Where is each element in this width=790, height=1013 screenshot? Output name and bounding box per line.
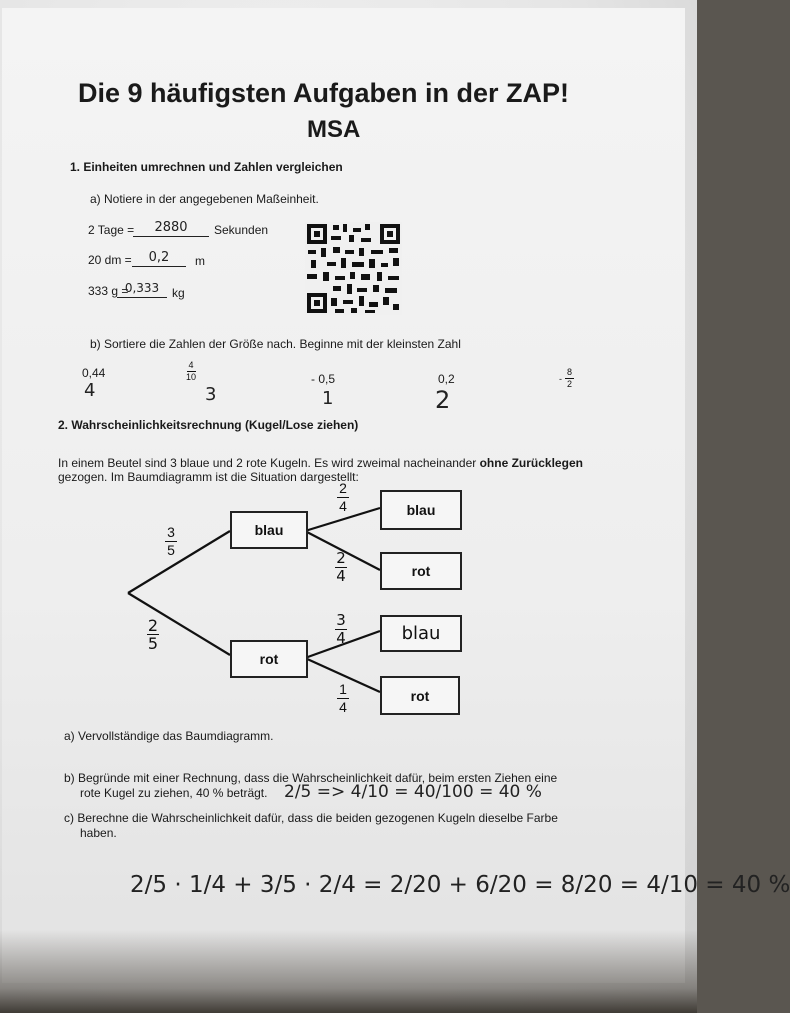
prob-second-rot-1: 2 4	[336, 549, 346, 585]
page-subtitle: MSA	[307, 116, 361, 143]
tree-node-second-blau-2: blau	[380, 615, 462, 652]
rank-4: 2	[435, 386, 451, 414]
task2c-answer: 2/5 · 1/4 + 3/5 · 2/4 = 2/20 + 6/20 = 8/20 = 4/10 = 40 %	[130, 872, 790, 898]
number-1: 0,44	[82, 366, 106, 380]
tree-node-second-blau-1: blau	[380, 490, 462, 530]
row3-left: 333 g =	[88, 284, 129, 298]
task2c-line2: haben.	[80, 826, 117, 840]
task2-text-line2: gezogen. Im Baumdiagramm ist die Situation dargestellt:	[58, 470, 359, 484]
row1-unit: Sekunden	[214, 223, 269, 237]
task2a-instruction: a) Vervollständige das Baumdiagramm.	[64, 729, 274, 743]
task1b-instruction: b) Sortiere die Zahlen der Größe nach. Beginne mit der kleinsten Zahl	[90, 337, 461, 351]
task1a-instruction: a) Notiere in der angegebenen Maßeinheit.	[90, 192, 319, 206]
row3-answer: 0,333	[117, 281, 167, 298]
task2-heading: 2. Wahrscheinlichkeitsrechnung (Kugel/Lose ziehen)	[58, 418, 359, 432]
rank-2: 3	[205, 384, 217, 405]
prob-second-rot-2: 1 4	[337, 682, 349, 715]
number-5-fraction: 8 2	[566, 367, 572, 389]
tree-node-first-rot: rot	[230, 640, 308, 678]
task2-text-line1: In einem Beutel sind 3 blaue und 2 rote Kugeln. Es wird zweimal nacheinander ohne Zurücklegen	[58, 456, 583, 470]
rank-1: 4	[84, 380, 96, 401]
task1-heading: 1. Einheiten umrechnen und Zahlen vergleichen	[70, 160, 343, 174]
tree-node-second-rot-1: rot	[380, 552, 462, 590]
prob-first-rot: 2 5	[147, 616, 159, 653]
row2-left: 20 dm =	[88, 253, 132, 267]
tree-node-first-blau: blau	[230, 511, 308, 549]
row1-answer: 2880	[133, 220, 209, 237]
tree-node-second-rot-2: rot	[380, 676, 460, 715]
rank-3: 1	[322, 388, 334, 409]
number-4: 0,2	[438, 372, 455, 386]
prob-first-blau: 3 5	[165, 525, 177, 558]
task2b-answer: 2/5 => 4/10 = 40/100 = 40 %	[284, 782, 542, 802]
row3-unit: kg	[172, 286, 185, 300]
task2c-line1: c) Berechne die Wahrscheinlichkeit dafür, dass die beiden gezogenen Kugeln dieselbe Farbe	[64, 811, 558, 825]
number-5-sign: -	[559, 374, 562, 384]
prob-second-blau-2: 3 4	[336, 611, 346, 647]
row2-answer: 0,2	[132, 250, 186, 267]
number-2-fraction: 4 10	[186, 360, 197, 382]
row1-left: 2 Tage =	[88, 223, 135, 237]
table-surface	[0, 930, 697, 1013]
row2-unit: m	[195, 254, 205, 268]
task2b-line2: rote Kugel zu ziehen, 40 % beträgt.	[80, 786, 268, 800]
task2b-line1: b) Begründe mit einer Rechnung, dass die Wahrscheinlichkeit dafür, beim ersten Ziehen eine	[64, 771, 558, 785]
page-title: Die 9 häufigsten Aufgaben in der ZAP!	[78, 78, 570, 108]
prob-second-blau-1: 2 4	[337, 481, 349, 514]
number-3: - 0,5	[311, 372, 336, 386]
